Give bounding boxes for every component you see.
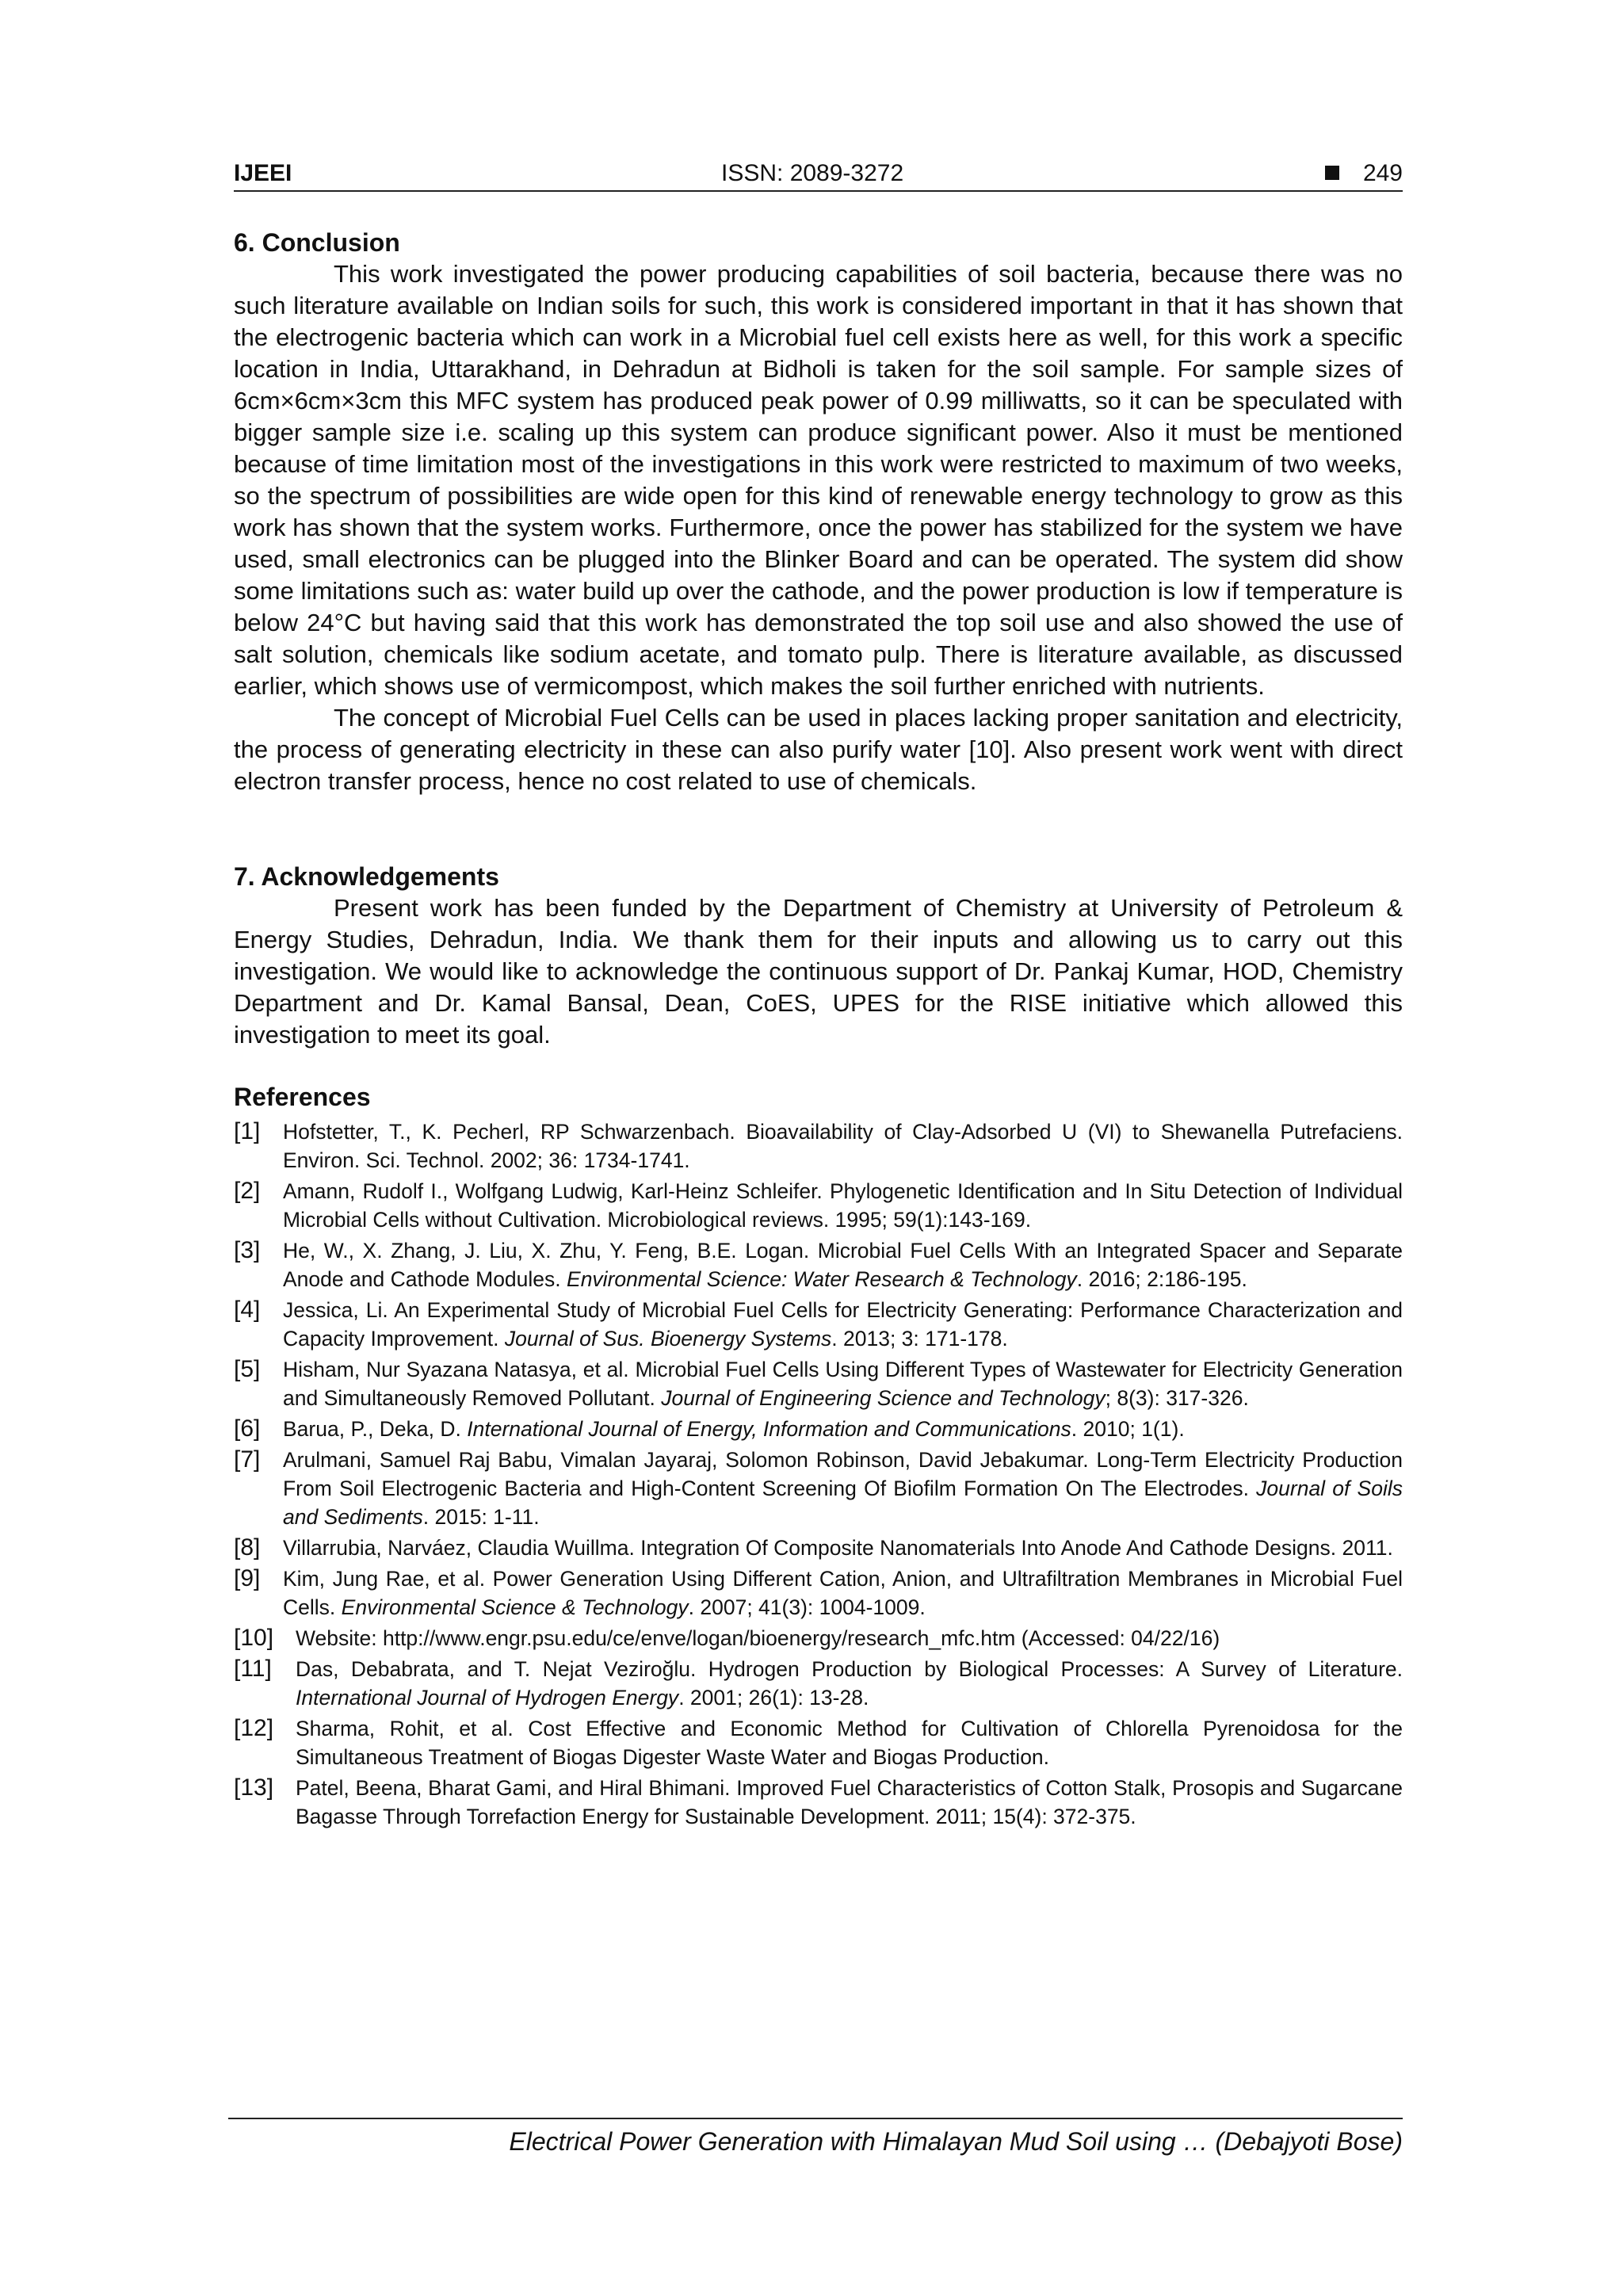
page-number-block [1325,160,1403,187]
reference-item [234,1236,1403,1293]
reference-item [234,1564,1403,1622]
reference-text: Arulmani, Samuel Raj Babu, Vimalan Jayaraj, Solomon Robinson, David Jebakumar. Long-Term Electricity Production From Soil Electrogenic Bacteria and High-Content Screening Of Biofilm Formation On The Electrodes. Journal of Soils and Sediments. 2015: 1-11. [283,1448,1403,1529]
reference-number: [1] [234,1118,261,1144]
footer-title: Electrical Power Generation with Himalayan Mud Soil using … (Debajyoti Bose) [509,2127,1403,2156]
page-number: 249 [1362,160,1403,186]
reference-text: Villarrubia, Narváez, Claudia Wuillma. Integration Of Composite Nanomaterials Into Anode And Cathode Designs. 2011. [283,1536,1393,1560]
reference-number: [13] [234,1775,274,1801]
reference-number: [2] [234,1178,261,1204]
reference-number: [8] [234,1534,261,1561]
reference-number: [9] [234,1565,261,1591]
reference-text: Das, Debabrata, and T. Nejat Veziroğlu. Hydrogen Production by Biological Processes: A Survey of Literature. International Journal of Hydrogen Energy. 2001; 26(1): 13-28. [296,1657,1403,1710]
references-section [234,1081,1403,1831]
issn: ISSN: 2089-3272 [721,160,904,186]
journal-name: IJEEI [234,160,292,186]
reference-text: He, W., X. Zhang, J. Liu, X. Zhu, Y. Feng, B.E. Logan. Microbial Fuel Cells With an Integrated Spacer and Separate Anode and Cathode Modules. Environmental Science: Water Research & Technology. 2016; 2:186-195. [283,1239,1403,1291]
conclusion-heading: 6. Conclusion [234,228,400,257]
reference-item [234,1355,1403,1412]
reference-item [234,1177,1403,1234]
reference-text: Hofstetter, T., K. Pecherl, RP Schwarzenbach. Bioavailability of Clay-Adsorbed U (VI) to Shewanella Putrefaciens. Environ. Sci. Technol. 2002; 36: 1734-1741. [283,1120,1403,1172]
reference-item [234,1296,1403,1353]
reference-item [234,1624,1403,1652]
reference-text: Patel, Beena, Bharat Gami, and Hiral Bhimani. Improved Fuel Characteristics of Cotton Stalk, Prosopis and Sugarcane Bagasse Through Torrefaction Energy for Sustainable Development. 2011; 15(4): 372-375. [296,1776,1403,1828]
reference-text: Sharma, Rohit, et al. Cost Effective and Economic Method for Cultivation of Chlorella Pyrenoidosa for the Simultaneous Treatment of Biogas Digester Waste Water and Biogas Production. [296,1717,1403,1769]
page [234,151,1403,1833]
acknowledgements-heading: 7. Acknowledgements [234,862,499,891]
reference-number: [5] [234,1356,261,1382]
running-footer [228,2118,1403,2157]
reference-item [234,1655,1403,1712]
reference-item [234,1117,1403,1175]
acknowledgements-section [234,861,1403,1051]
running-header [234,151,1403,192]
references-heading: References [234,1083,371,1111]
reference-text: Jessica, Li. An Experimental Study of Microbial Fuel Cells for Electricity Generating: Performance Characterization and Capacity Improvement. Journal of Sus. Bioenergy Systems. 2013; 3: 171-178. [283,1298,1403,1350]
reference-number: [12] [234,1715,274,1741]
conclusion-paragraph-2: The concept of Microbial Fuel Cells can be used in places lacking proper sanitation and electricity, the process of generating electricity in these can also purify water [10]. Also present work went with direct electron transfer process, hence no cost related to use of chemicals. [234,704,1403,795]
reference-text: Hisham, Nur Syazana Natasya, et al. Microbial Fuel Cells Using Different Types of Wastewater for Electricity Generation and Simultaneously Removed Pollutant. Journal of Engineering Science and Technology; 8(3): 317-326. [283,1358,1403,1410]
reference-text: Website: http://www.engr.psu.edu/ce/enve/logan/bioenergy/research_mfc.htm (Accessed: 04/22/16) [296,1626,1220,1650]
reference-item [234,1534,1403,1562]
conclusion-paragraph-1: This work investigated the power producing capabilities of soil bacteria, because there was no such literature available on Indian soils for such, this work is considered important in that it has shown that the electrogenic bacteria which can work in a Microbial fuel cell exists here as well, for this work a specific location in India, Uttarakhand, in Dehradun at Bidholi is taken for the soil sample. For sample sizes of 6cm×6cm×3cm this MFC system has produced peak power of 0.99 milliwatts, so it can be speculated with bigger sample size i.e. scaling up this system can produce significant power. Also it must be mentioned because of time limitation most of the investigations in this work were restricted to maximum of two weeks, so the spectrum of possibilities are wide open for this kind of renewable energy technology to grow as this work has shown that the system works. Furthermore, once the power has stabilized for the system we have used, small electronics can be plugged into the Blinker Board and can be operated. The system did show some limitations such as: water build up over the cathode, and the power production is low if temperature is below 24°C but having said that this work has demonstrated the top soil use and also showed the use of salt solution, chemicals like sodium acetate, and tomato pulp. There is literature available, as discussed earlier, which shows use of vermicompost, which makes the soil further enriched with nutrients. [234,260,1403,700]
reference-item [234,1446,1403,1531]
reference-text: Amann, Rudolf I., Wolfgang Ludwig, Karl-Heinz Schleifer. Phylogenetic Identification and In Situ Detection of Individual Microbial Cells without Cultivation. Microbiological reviews. 1995; 59(1):143-169. [283,1179,1403,1232]
reference-item [234,1774,1403,1831]
acknowledgements-paragraph: Present work has been funded by the Department of Chemistry at University of Petroleum & Energy Studies, Dehradun, India. We thank them for their inputs and allowing us to carry out this investigation. We would like to acknowledge the continuous support of Dr. Pankaj Kumar, HOD, Chemistry Department and Dr. Kamal Bansal, Dean, CoES, UPES for the RISE initiative which allowed this investigation to meet its goal. [234,894,1403,1049]
reference-item [234,1415,1403,1443]
reference-text: Barua, P., Deka, D. International Journal of Energy, Information and Communications. 2010; 1(1). [283,1417,1185,1441]
reference-list [234,1117,1403,1831]
reference-item [234,1714,1403,1771]
reference-text: Kim, Jung Rae, et al. Power Generation Using Different Cation, Anion, and Ultrafiltration Membranes in Microbial Fuel Cells. Environmental Science & Technology. 2007; 41(3): 1004-1009. [283,1567,1403,1619]
reference-number: [3] [234,1237,261,1263]
conclusion-section [234,227,1403,797]
reference-number: [11] [234,1656,272,1682]
reference-number: [6] [234,1415,261,1442]
reference-number: [4] [234,1297,261,1323]
square-bullet-icon [1325,166,1339,180]
reference-number: [10] [234,1625,274,1651]
reference-number: [7] [234,1446,261,1473]
